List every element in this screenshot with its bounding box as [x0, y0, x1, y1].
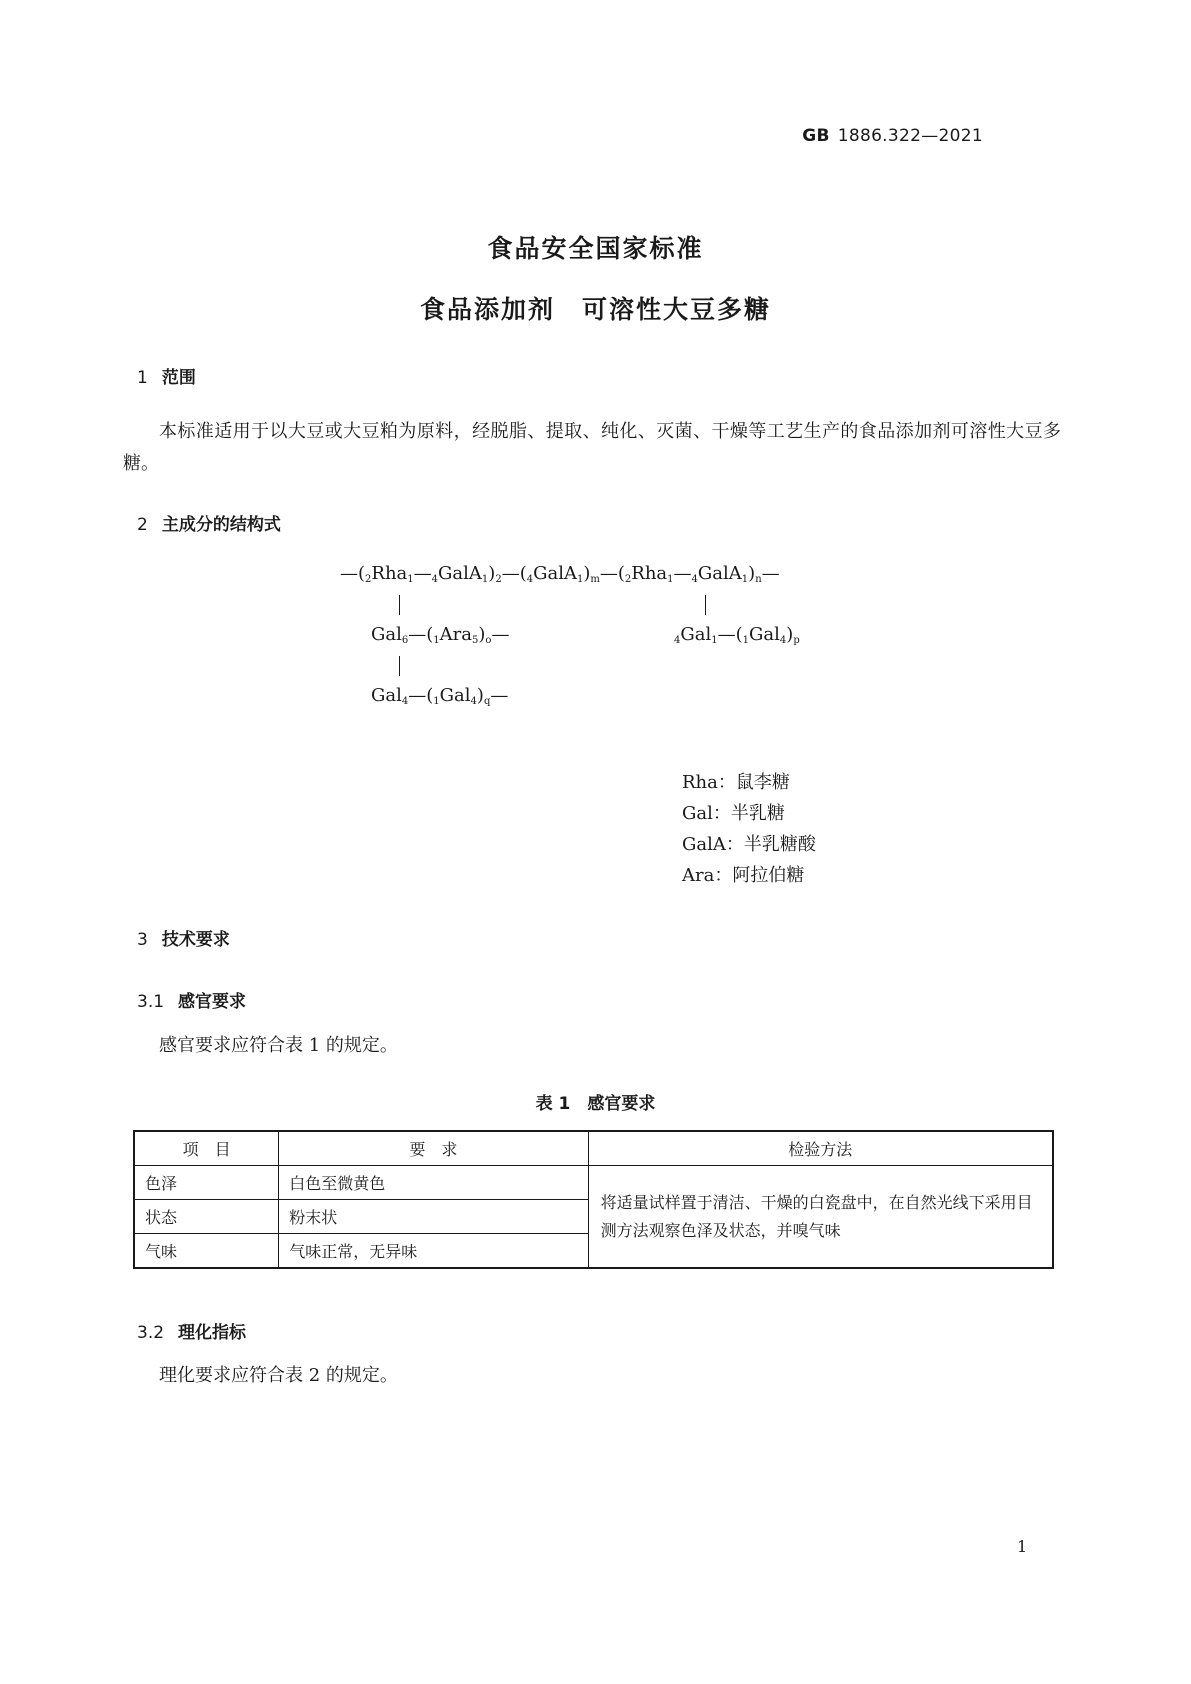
row-requirement: 白色至微黄色 — [279, 1166, 588, 1200]
section-3-heading: 3 技术要求 — [137, 930, 230, 950]
sensory-requirements-table — [133, 1130, 1054, 1269]
page-number: 1 — [1017, 1537, 1028, 1556]
row-item: 气味 — [134, 1234, 279, 1269]
document-title: 食品安全国家标准 — [487, 234, 704, 263]
column-header-requirement: 要 求 — [279, 1131, 588, 1166]
section-3-1-heading: 3.1 感官要求 — [137, 992, 247, 1012]
document-subtitle: 食品添加剂 可溶性大豆多糖 — [419, 295, 771, 324]
row-item: 色泽 — [134, 1166, 279, 1200]
table-row — [134, 1166, 1053, 1200]
test-method-cell: 将适量试样置于清洁、干燥的白瓷盘中，在自然光线下采用目测方法观察色泽及状态，并嗅气味 — [588, 1166, 1053, 1269]
bond-line — [705, 595, 706, 615]
section-3-2-body: 理化要求应符合表 2 的规定。 — [159, 1365, 398, 1386]
row-item: 状态 — [134, 1200, 279, 1234]
formula-branch-left-2: $Gal_4—(_1Gal_4)_q—$ — [371, 685, 509, 707]
section-1-heading: 1 范围 — [137, 368, 196, 388]
legend-item: GalA：半乳糖酸 — [682, 834, 816, 855]
column-header-method: 检验方法 — [588, 1131, 1053, 1166]
legend-item: Ara：阿拉伯糖 — [682, 865, 805, 886]
legend-item: Rha：鼠李糖 — [682, 772, 790, 793]
formula-legend — [682, 767, 816, 891]
table-1-caption: 表 1 感官要求 — [535, 1094, 656, 1114]
table-header-row — [134, 1131, 1053, 1166]
standard-code: GB 1886.322—2021 — [802, 126, 983, 146]
section-3-2-heading: 3.2 理化指标 — [137, 1323, 247, 1343]
row-requirement: 气味正常，无异味 — [279, 1234, 588, 1269]
legend-item: Gal：半乳糖 — [682, 803, 785, 824]
formula-branch-left-1: $Gal_6—(_1Ara_5)_o—$ — [371, 624, 510, 646]
section-1-body: 本标准适用于以大豆或大豆粕为原料，经脱脂、提取、纯化、灭菌、干燥等工艺生产的食品添加剂可溶性大豆多糖。 — [123, 421, 1061, 474]
row-requirement: 粉末状 — [279, 1200, 588, 1234]
bond-line — [399, 656, 400, 676]
section-3-1-body: 感官要求应符合表 1 的规定。 — [159, 1035, 398, 1056]
formula-branch-right: $_4Gal_1—(_1Gal_4)_p$ — [674, 624, 800, 646]
formula-line-1: $—(_2Rha_1—_4GalA_1)_2—(_4GalA_1)_m—(_2Rha_1—_4GalA_1)_n—$ — [340, 563, 780, 585]
column-header-item: 项 目 — [134, 1131, 279, 1166]
bond-line — [399, 595, 400, 615]
section-2-heading: 2 主成分的结构式 — [137, 515, 281, 535]
